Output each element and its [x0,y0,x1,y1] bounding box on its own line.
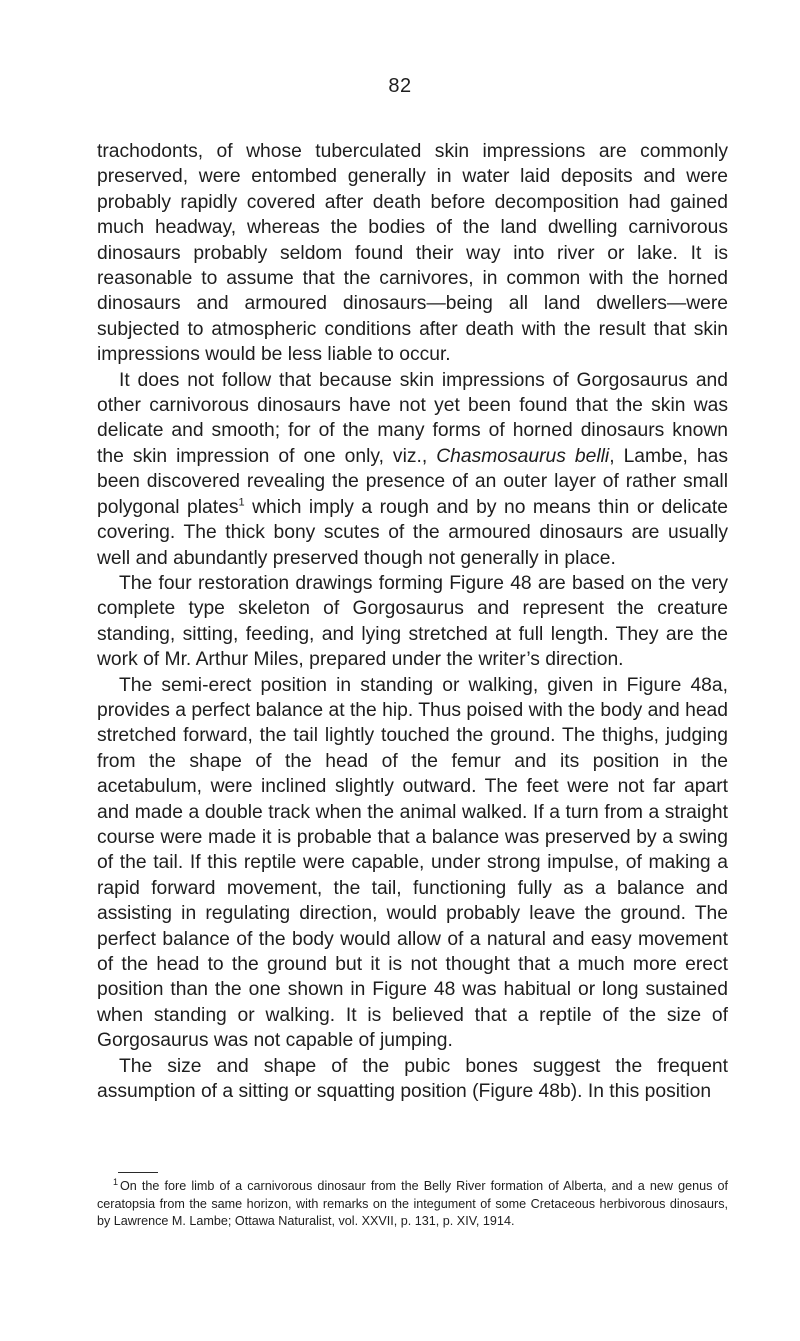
paragraph-2-after: which imply a rough and by no means thin or delicate covering. The thick bony scutes of the armoured dinosaurs are usually well and abundantly preserved though not generally in place. [97,496,728,569]
species-name: Chasmosaurus belli [436,445,610,467]
page-number: 82 [388,75,412,97]
footnote-divider [118,1172,158,1173]
paragraph-3: The four restoration drawings forming Figure 48 are based on the very complete type skeleton of Gorgosaurus and represent the creature standing, sitting, feeding, and lying stretched at full length. They are the work of Mr. Arthur Miles, prepared under the writer’s direction. [97,572,728,671]
paragraph-2-before: It does not follow that because skin impressions of Gorgosaurus and other carnivorous dinosaurs have not yet been found that the skin was delicate and smooth; for of the many forms of horned dinosaurs known the skin impression of one only, viz., [97,369,728,467]
paragraph-1: trachodonts, of whose tuberculated skin impressions are commonly preserved, were entombed generally in water laid deposits and were probably rapidly covered after death before decomposition had gained much headway, whereas the bodies of the land dwelling carnivorous dinosaurs probably seldom found their way into river or lake. It is reasonable to assume that the carnivores, in common with the horned dinosaurs and armoured dinosaurs—being all land dwellers—were subjected to atmospheric conditions after death with the result that skin impressions would be less liable to occur. [97,141,728,366]
footnote-marker: 1 [113,1176,119,1187]
paragraph-4: The semi-erect position in standing or walking, given in Figure 48a, provides a perfect balance at the hip. Thus poised with the body and head stretched forward, the tail lightly touched the ground. The thighs, judging from the shape of the head of the femur and its position in the acetabulum, were inclined slightly outward. The feet were not far apart and made a double track when the animal walked. If a turn from a straight course were made it is probable that a balance was preserved by a swing of the tail. If this reptile were capable, under strong impulse, of making a rapid forward movement, the tail, functioning fully as a balance and assisting in regulating direction, would probably leave the ground. The perfect balance of the body would allow of a natural and easy movement of the head to the ground but it is not thought that a much more erect position than the one shown in Figure 48 was habitual or long sustained when standing or walking. It is believed that a reptile of the size of Gorgosaurus was not capable of jumping. [97,674,728,1052]
footnote-text: On the fore limb of a carnivorous dinosaur from the Belly River formation of Alberta, and a new genus of ceratopsia from the same horizon, with remarks on the integument of some Cretaceous herbivorous dinosaurs, by Lawrence M. Lambe; Ottawa Naturalist, vol. XXVII, p. 131, p. XIV, 1914. [97,1179,728,1229]
paragraph-2 [97,368,728,571]
body-text [97,139,728,1104]
paragraph-2-middle: , Lambe, has been discovered revealing the presence of an outer layer of rather small polygonal plates [97,445,728,518]
paragraph-5: The size and shape of the pubic bones suggest the frequent assumption of a sitting or squatting position (Figure 48b). In this position [97,1055,728,1103]
footnote-reference: 1 [238,496,245,509]
footnote [97,1178,728,1231]
